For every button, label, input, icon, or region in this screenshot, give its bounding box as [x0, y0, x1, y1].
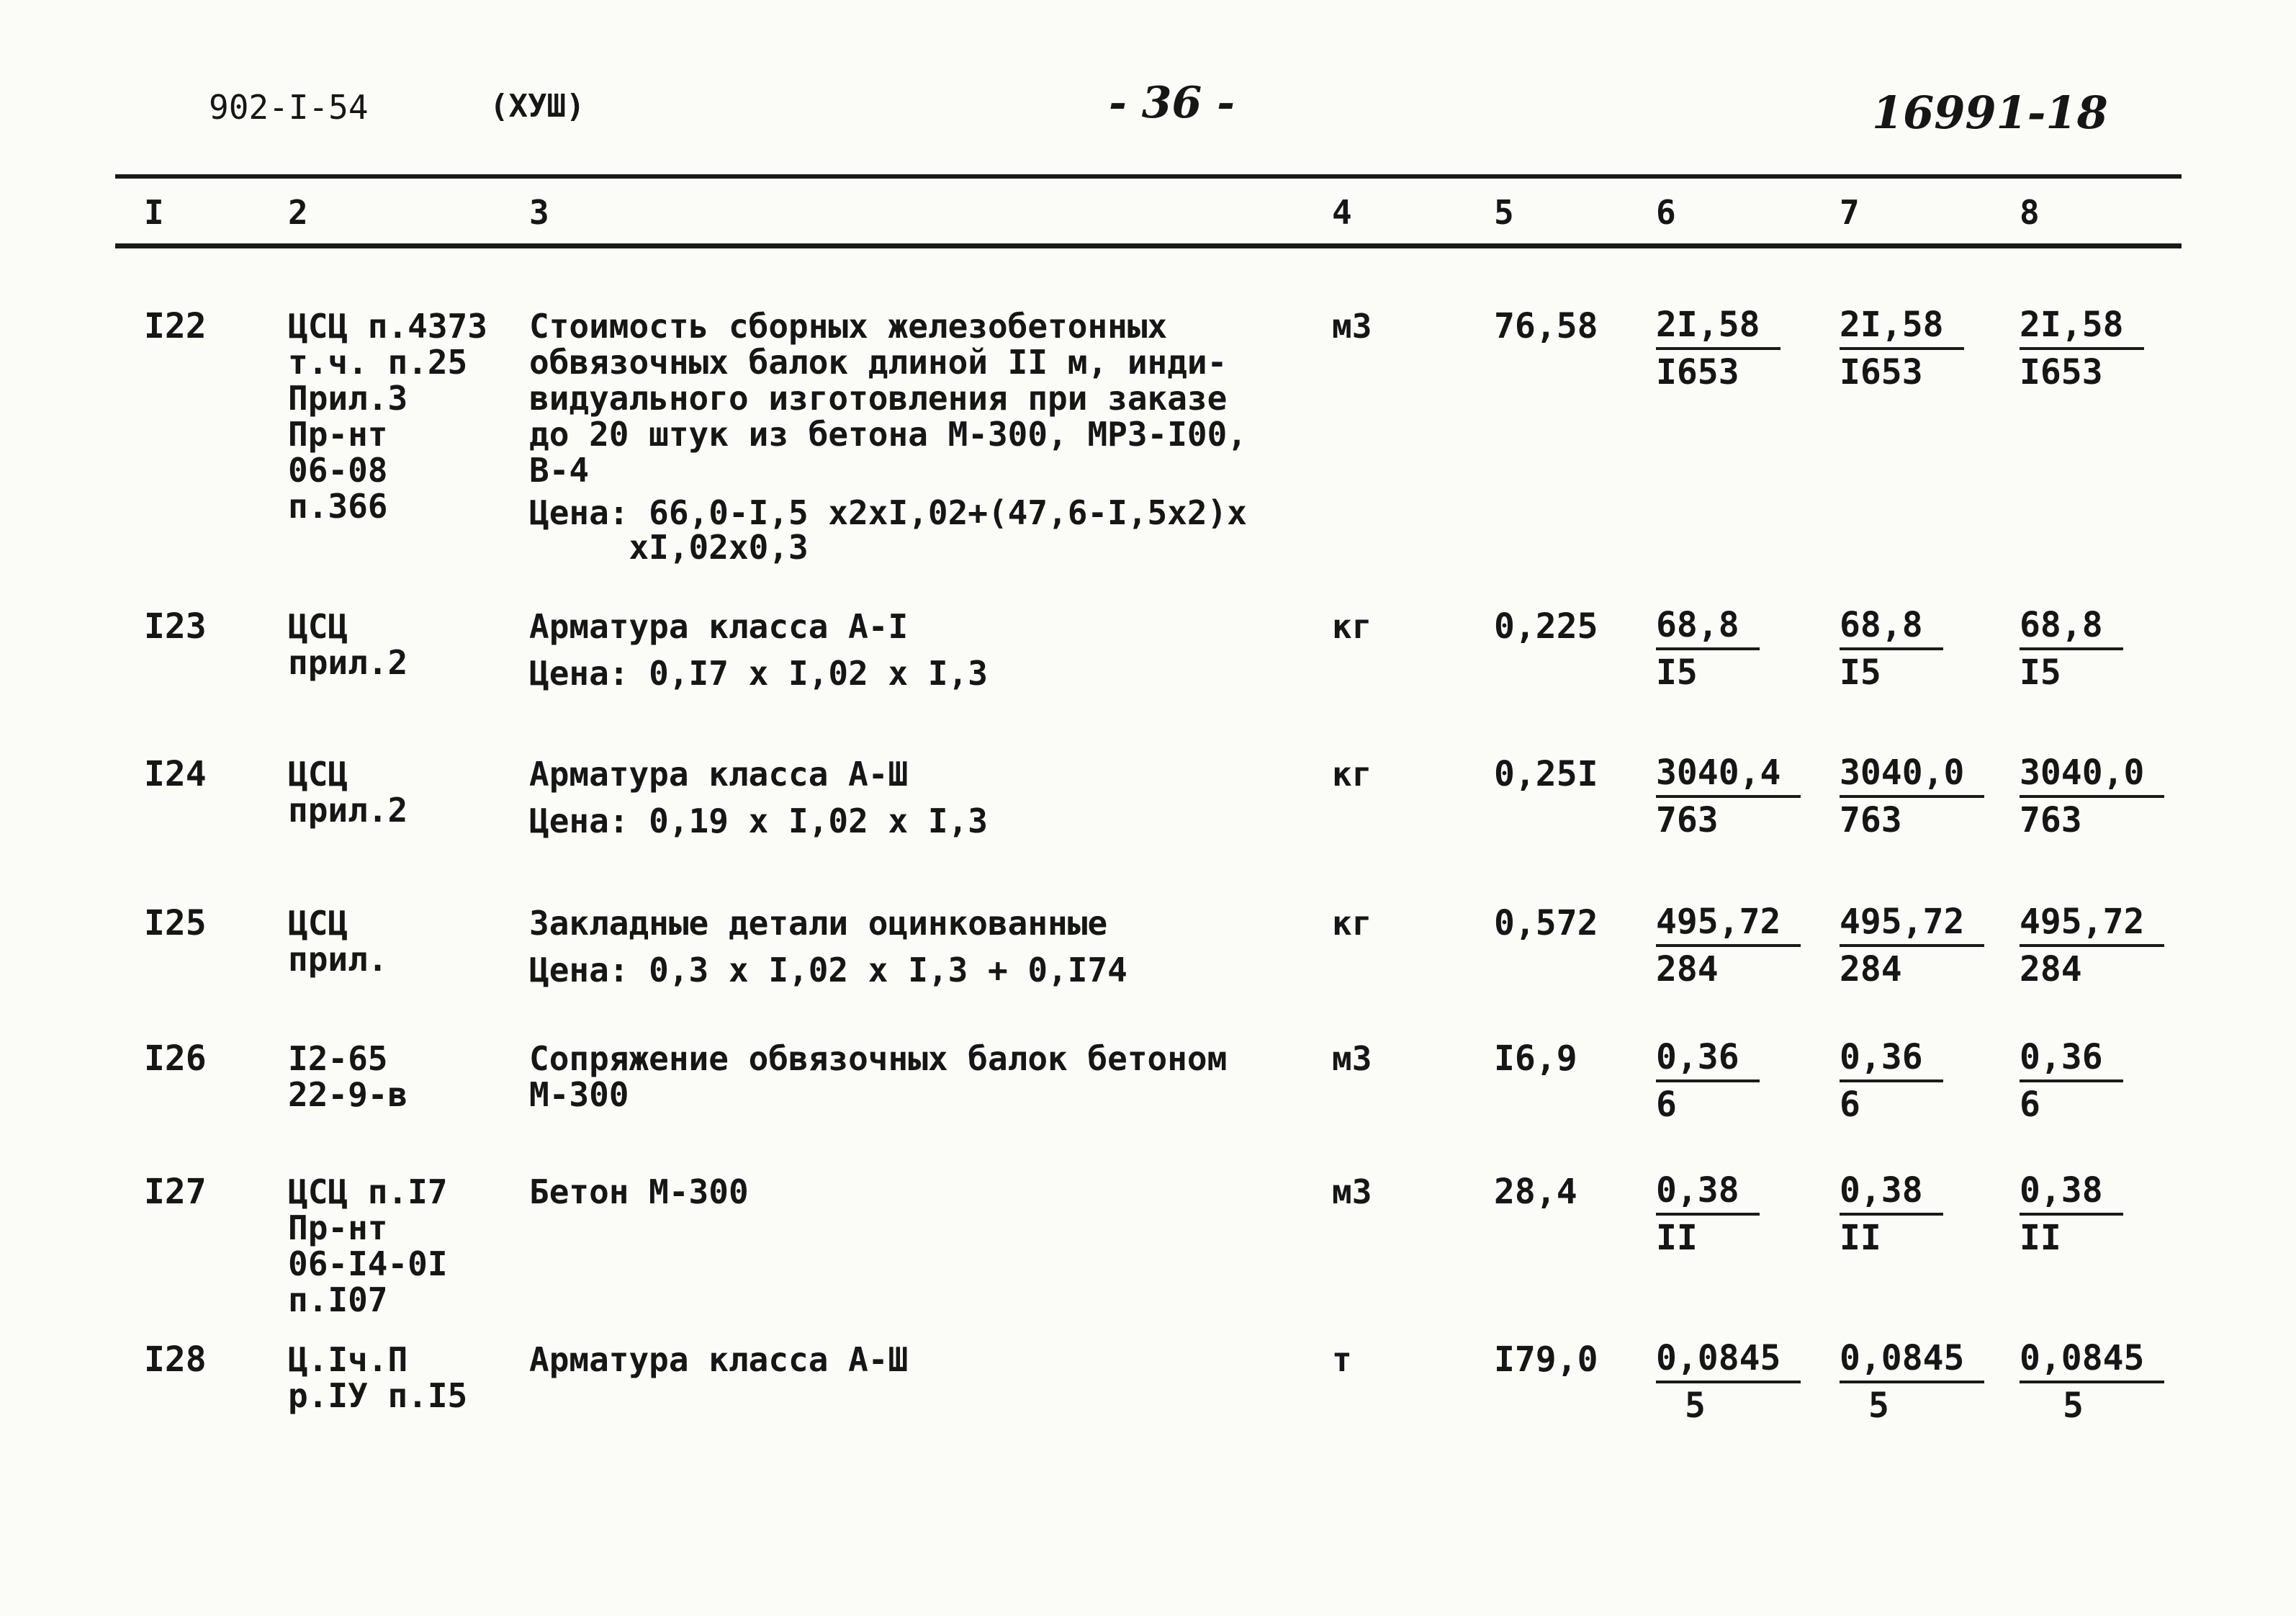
cell-col8-top: 0,0845	[2020, 1336, 2164, 1383]
column-header-4: 4	[1332, 193, 1352, 232]
cell-col7-bottom: 6	[1840, 1085, 1860, 1125]
row-number: I25	[144, 903, 207, 943]
cell-col7-bottom: 284	[1840, 949, 1902, 989]
cell-col8-top: 2I,58	[2020, 302, 2144, 350]
cell-col7-top: 0,38	[1840, 1168, 1943, 1216]
column-header-6: 6	[1656, 193, 1676, 232]
cell-col7-bottom: I5	[1840, 652, 1881, 693]
cell-col8-bottom: 284	[2020, 949, 2082, 989]
cell-col8	[2020, 1168, 2123, 1260]
cell-col6	[1656, 603, 1760, 695]
cell-col7-bottom: I653	[1840, 352, 1923, 392]
cell-col7	[1840, 603, 1943, 695]
row-number: I28	[144, 1339, 207, 1380]
cell-col7-top: 3040,0	[1840, 750, 1984, 798]
cell-col6-top: 0,38	[1656, 1168, 1760, 1216]
cell-col6	[1656, 302, 1780, 395]
cell-col6-top: 2I,58	[1656, 302, 1780, 350]
cell-col7	[1840, 899, 1984, 992]
row-quantity: 0,572	[1494, 903, 1598, 943]
row-price-formula: Цена: 66,0-I,5 х2хI,02+(47,6-I,5х2)х хI,02х0,3	[529, 493, 1247, 567]
row-description: Арматура класса А-Ш	[529, 755, 909, 794]
row-source: I2-65 22-9-в	[288, 1039, 408, 1114]
cell-col6-bottom: 6	[1656, 1085, 1677, 1125]
column-header-2: 2	[288, 193, 308, 232]
row-unit: кг	[1332, 607, 1372, 646]
row-source: ЦСЦ прил.	[288, 904, 388, 979]
row-unit: кг	[1332, 755, 1372, 794]
cell-col6-top: 495,72	[1656, 899, 1801, 947]
column-header-5: 5	[1494, 193, 1514, 232]
cell-col7	[1840, 1035, 1943, 1127]
cell-col8	[2020, 302, 2144, 395]
cell-col6-bottom: II	[1656, 1218, 1698, 1258]
page-number: - 36 -	[1109, 78, 1235, 128]
cell-col8-top: 3040,0	[2020, 750, 2164, 798]
row-price-formula: Цена: 0,3 х I,02 х I,3 + 0,I74	[529, 951, 1127, 989]
row-price-formula: Цена: 0,I7 х I,02 х I,3	[529, 654, 988, 693]
cell-col7-top: 495,72	[1840, 899, 1984, 947]
row-price-formula: Цена: 0,19 х I,02 х I,3	[529, 802, 988, 840]
row-description: Бетон М-300	[529, 1172, 749, 1211]
cell-col6	[1656, 1035, 1760, 1127]
cell-col7-top: 68,8	[1840, 603, 1943, 650]
cell-col8	[2020, 603, 2123, 695]
row-number: I26	[144, 1038, 207, 1079]
cell-col6	[1656, 899, 1801, 992]
row-quantity: 0,225	[1494, 606, 1598, 647]
row-source: ЦСЦ прил.2	[288, 755, 408, 830]
cell-col7	[1840, 750, 1984, 843]
cell-col6-bottom: 284	[1656, 949, 1719, 989]
cell-col7-top: 2I,58	[1840, 302, 1964, 350]
cell-col7-bottom: II	[1840, 1218, 1881, 1258]
column-header-3: 3	[529, 193, 549, 232]
cell-col8-top: 68,8	[2020, 603, 2123, 650]
cell-col7-top: 0,0845	[1840, 1336, 1984, 1383]
cell-col7-bottom: 5	[1868, 1386, 1889, 1426]
row-unit: кг	[1332, 904, 1372, 943]
cell-col8	[2020, 750, 2164, 843]
cell-col8-bottom: I653	[2020, 352, 2103, 392]
row-unit: м3	[1332, 1039, 1372, 1078]
cell-col6	[1656, 1168, 1760, 1260]
row-description: Арматура класса А-I	[529, 607, 909, 646]
row-source: Ц.Iч.П р.IУ п.I5	[288, 1340, 468, 1415]
row-description: Сопряжение обвязочных балок бетоном М-300	[529, 1039, 1228, 1114]
reference-number: 16991-18	[1872, 86, 2108, 139]
row-unit: т	[1332, 1340, 1352, 1379]
cell-col6	[1656, 750, 1801, 843]
row-number: I24	[144, 754, 207, 794]
cell-col7-top: 0,36	[1840, 1035, 1943, 1082]
cell-col8	[2020, 1035, 2123, 1127]
row-quantity: 28,4	[1494, 1172, 1577, 1212]
cell-col8-bottom: II	[2020, 1218, 2061, 1258]
cell-col6-bottom: I5	[1656, 652, 1698, 693]
cell-col7	[1840, 1168, 1943, 1260]
row-description: Закладные детали оцинкованные	[529, 904, 1108, 943]
cell-col7	[1840, 1336, 1984, 1428]
row-source: ЦСЦ п.4373 т.ч. п.25 Прил.3 Пр-нт 06-08 п.366	[288, 307, 487, 526]
row-quantity: 0,25I	[1494, 754, 1598, 794]
row-quantity: 76,58	[1494, 306, 1598, 346]
cell-col6-bottom: 763	[1656, 800, 1719, 840]
column-header-8: 8	[2020, 193, 2040, 232]
cell-col6-top: 3040,4	[1656, 750, 1801, 798]
column-header-7: 7	[1840, 193, 1860, 232]
cell-col8-top: 495,72	[2020, 899, 2164, 947]
row-number: I23	[144, 606, 207, 647]
row-number: I22	[144, 306, 207, 346]
table-top-rule	[115, 174, 2182, 179]
row-quantity: I6,9	[1494, 1038, 1577, 1079]
row-description: Стоимость сборных железобетонных обвязочных балок длиной II м, инди- видуального изготовления при заказе до 20 штук из бетона М-300, МРЗ-I00, В-4	[529, 307, 1247, 490]
row-quantity: I79,0	[1494, 1339, 1598, 1380]
cell-col6-top: 68,8	[1656, 603, 1760, 650]
row-unit: м3	[1332, 307, 1372, 346]
row-source: ЦСЦ п.I7 Пр-нт 06-I4-0I п.I07	[288, 1172, 448, 1319]
cell-col6	[1656, 1336, 1801, 1428]
cell-col8	[2020, 1336, 2164, 1428]
cell-col8-bottom: 763	[2020, 800, 2082, 840]
table-header-rule	[115, 243, 2182, 248]
cell-col6-top: 0,36	[1656, 1035, 1760, 1082]
cell-col8-top: 0,36	[2020, 1035, 2123, 1082]
cell-col7-bottom: 763	[1840, 800, 1902, 840]
cell-col7	[1840, 302, 1964, 395]
column-header-1: I	[144, 193, 164, 232]
cell-col6-bottom: 5	[1685, 1386, 1706, 1426]
row-source: ЦСЦ прил.2	[288, 607, 408, 682]
cell-col6-bottom: I653	[1656, 352, 1739, 392]
cell-col6-top: 0,0845	[1656, 1336, 1801, 1383]
cell-col8-bottom: 6	[2020, 1085, 2040, 1125]
row-description: Арматура класса А-Ш	[529, 1340, 909, 1379]
cell-col8-bottom: 5	[2063, 1386, 2084, 1426]
document-code: 902-I-54	[209, 88, 369, 127]
cell-col8-bottom: I5	[2020, 652, 2061, 693]
cell-col8	[2020, 899, 2164, 992]
section-number: (ХУШ)	[490, 88, 585, 125]
row-unit: м3	[1332, 1172, 1372, 1211]
row-number: I27	[144, 1172, 207, 1212]
cell-col8-top: 0,38	[2020, 1168, 2123, 1216]
